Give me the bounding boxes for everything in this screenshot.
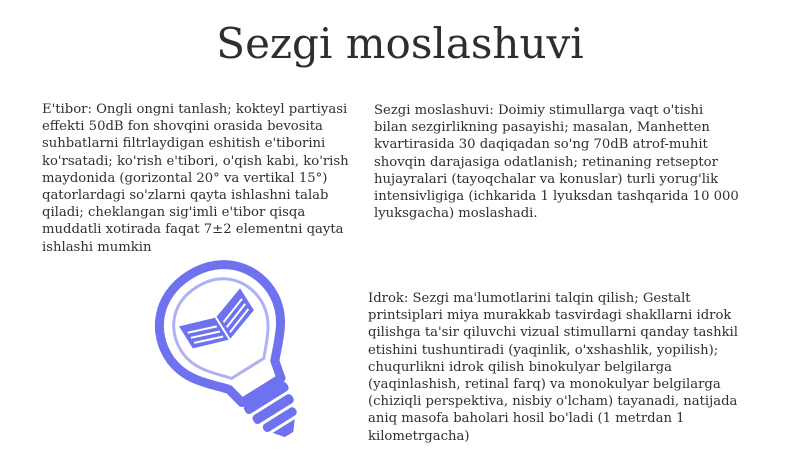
page-title: Sezgi moslashuvi [216, 19, 584, 68]
sensory-adaptation-text-block: Sezgi moslashuvi: Doimiy stimullarga vaqt o'tishi bilan sezgirlikning pasayishi; masalan, Manhetten kvartirasida 30 daqiqadan so'ng 70dB atrof-muhit shovqin darajasiga odatlanish; retinaning retseptor hujayralari (tayoqchalar va konuslar) turli yorug'lik intensivligiga (ichkarida 1 lyuksdan tashqarida 10 000 lyuksgacha) moslashadi. [374, 103, 739, 222]
lightbulb-book-icon [150, 248, 320, 449]
perception-text-block: Idrok: Sezgi ma'lumotlarini talqin qilish; Gestalt printsiplari miya murakkab tasvirdagi shakllarni idrok qilishga ta'sir qiluvchi vizual stimullarni qanday tashkil etishini tushuntiradi (yaqinlik, o'xshashlik, yopilish); chuqurlikni idrok qilish binokulyar belgilarga (yaqinlashish, retinal farq) va monokulyar belgilarga (chiziqli perspektiva, nisbiy o'lcham) tayanadi, natijada aniq masofa baholari hosil bo'ladi (1 metrdan 1 kilometrgacha) [368, 291, 738, 444]
attention-text-block: E'tibor: Ongli ongni tanlash; kokteyl partiyasi effekti 50dB fon shovqini orasida bevosita suhbatlarni filtrlaydigan eshitish e'tiborini ko'rsatadi; ko'rish e'tibori, o'qish kabi, ko'rish maydonida (gorizontal 20° va vertikal 15°) qatorlardagi so'zlarni qayta ishlashni talab qiladi; cheklangan sig'imli e'tibor qisqa muddatli xotirada faqat 7±2 elementni qayta ishlashi mumkin [42, 102, 349, 255]
